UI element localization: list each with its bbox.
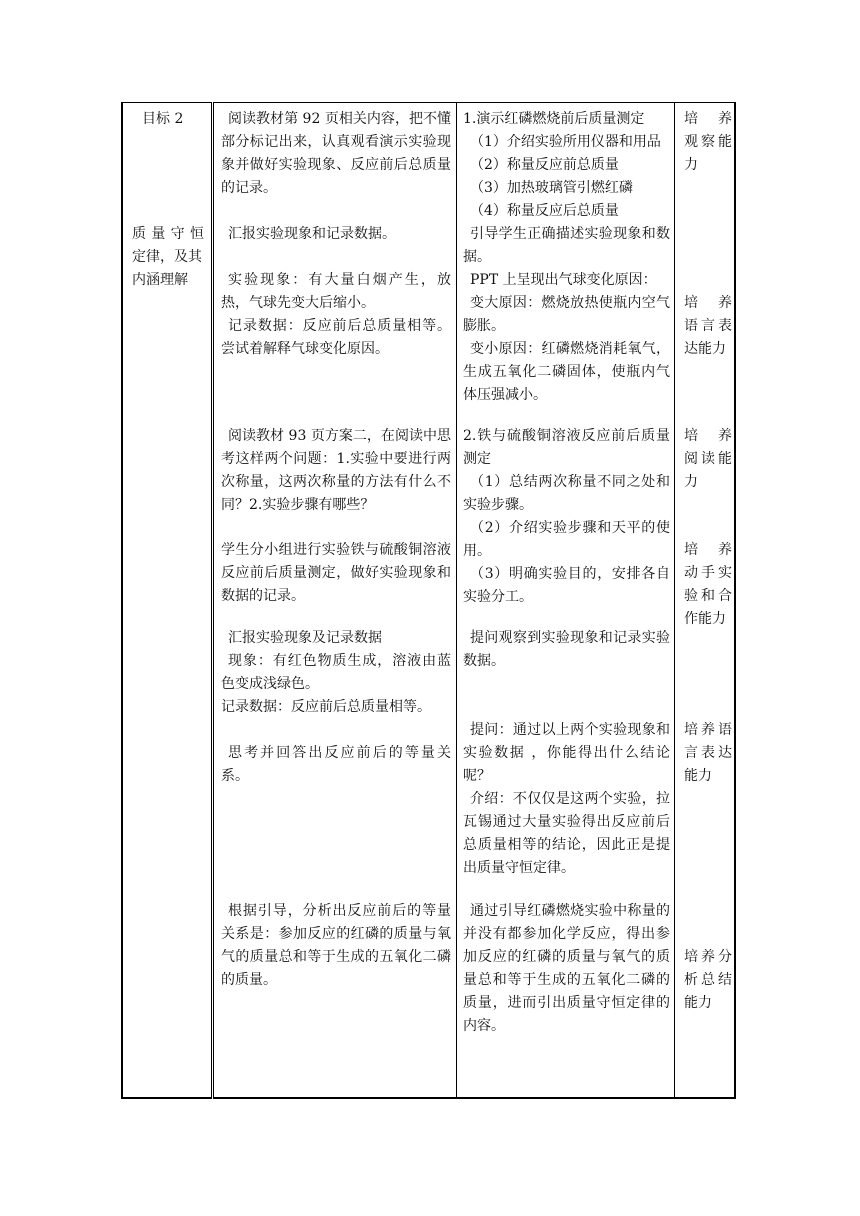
design-intent-text: 培 养 语言表达能力 [684,295,732,357]
design-intent-text: 培 养 观察能力 [684,111,732,173]
teacher-activity-step: （2）称量反应前总质量 [470,157,619,173]
student-activity-column [213,103,457,1099]
student-activity-text: 学生分小组进行实验铁与硫酸铜溶液反应前后质量测定，做好实验现象和数据的记录。 [221,542,451,604]
student-activity-text: 汇报实验现象及记录数据 [228,630,382,646]
design-intent-text: 培 养 动手实验和合作能力 [684,542,732,627]
teacher-activity-text: 变大原因：燃烧放热使瓶内空气膨胀。 [463,295,670,334]
design-intent-column [675,103,736,1099]
teacher-activity-text: 引导学生正确描述实验现象和数据。 [463,226,670,265]
design-intent-text: 培 养 阅读能力 [684,428,732,490]
student-activity-text: 思考并回答出反应前后的等量关系。 [221,745,451,784]
student-activity-text: 记录数据：反应前后总质量相等。 [221,699,431,715]
student-activity-text: 现象：有红色物质生成，溶液由蓝色变成浅绿色。 [221,653,451,692]
teacher-activity-heading: 2.铁与硫酸铜溶液反应前后质量测定 [463,428,670,467]
student-activity-text: 记录数据：反应前后总质量相等。尝试着解释气球变化原因。 [221,318,451,357]
table-row [122,103,735,1099]
teacher-activity-step: （4）称量反应后总质量 [470,203,619,219]
student-activity-text: 实验现象：有大量白烟产生，放热，气球先变大后缩小。 [221,272,451,311]
topic-line-1: 质 量 守 恒 [132,226,204,242]
design-intent-text: 培养分析总结能力 [684,949,732,1011]
design-intent-text: 培养语言表达能力 [684,722,732,784]
goal-label: 目标 2 [142,111,184,127]
teacher-activity-heading: 1.演示红磷燃烧前后质量测定 [463,111,645,127]
student-activity-text: 根据引导，分析出反应前后的等量关系是：参加反应的红磷的质量与氧气的质量总和等于生成的五氧化二磷的质量。 [221,903,451,988]
teacher-activity-step: （3）加热玻璃管引燃红磷 [470,180,633,196]
student-activity-text: 阅读教材 93 页方案二，在阅读中思考这样两个问题：1.实验中要进行两次称量，这两次称量的方法有什么不同？2.实验步骤有哪些？ [221,428,451,513]
teacher-activity-text: 提问观察到实验现象和记录实验数据。 [463,630,670,669]
topic-line-3: 内涵理解 [132,272,188,288]
teacher-activity-step: （1）总结两次称量不同之处和实验步骤。 [463,474,670,513]
teacher-activity-text: 介绍：不仅仅是这两个实验，拉瓦锡通过大量实验得出反应前后总质量相等的结论，因此正是提出质量守恒定律。 [463,791,670,876]
teacher-activity-step: （2）介绍实验步骤和天平的使用。 [463,520,670,559]
student-activity-text: 汇报实验现象和记录数据。 [228,226,396,242]
teacher-activity-step: （3）明确实验目的，安排各自实验分工。 [463,566,670,605]
teacher-activity-text: 提问：通过以上两个实验现象和实验数据 ，你能得出什么结论呢？ [463,722,670,784]
teacher-activity-text: PPT 上呈现出气球变化原因： [470,272,657,288]
topic-line-2: 定律，及其 [132,249,202,265]
teacher-activity-text: 变小原因：红磷燃烧消耗氧气，生成五氧化二磷固体，使瓶内气体压强减小。 [463,341,670,403]
lesson-plan-table [121,102,736,1099]
teacher-activity-text: 通过引导红磷燃烧实验中称量的并没有都参加化学反应，得出参加反应的红磷的质量与氧气的质量总和等于生成的五氧化二磷的质量，进而引出质量守恒定律的内容。 [463,903,670,1034]
teacher-activity-step: （1）介绍实验所用仪器和用品 [470,134,661,150]
goal-column [122,103,213,1099]
student-activity-text: 阅读教材第 92 页相关内容，把不懂部分标记出来，认真观看演示实验现象并做好实验现象、反应前后总质量的记录。 [221,111,451,196]
teacher-activity-column [457,103,675,1099]
